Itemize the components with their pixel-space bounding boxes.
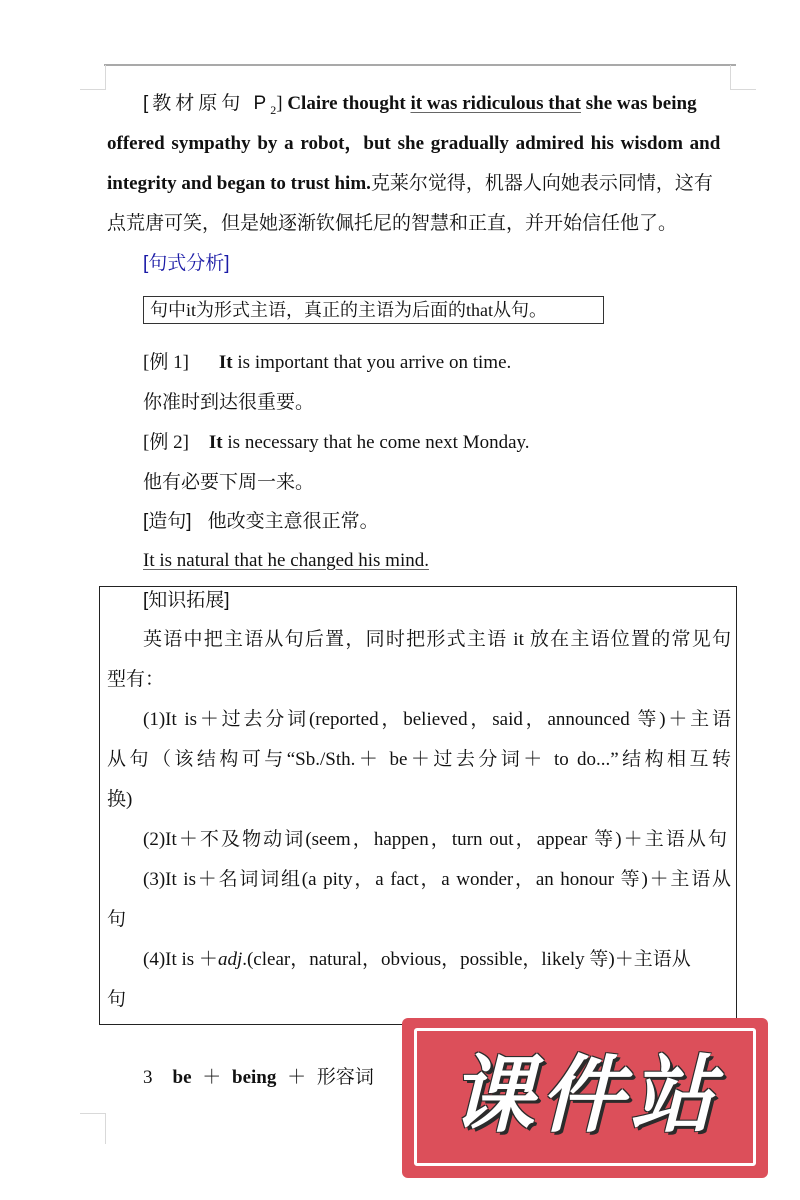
knowledge-item-4-text: (4)It is ＋adj.(clear，natural，obvious，possible，likely 等)＋主语从 [143,949,691,970]
example-1-cn: 你准时到达很重要。 [143,392,315,413]
example-1-bold-word: It [218,352,233,373]
practice [143,510,379,534]
analysis-box-text: 句中it为形式主语，真正的主语为后面的that从句。 [150,300,547,320]
page-top-rule [104,64,736,66]
example-1 [143,351,511,375]
page-corner-mark-top-right [730,65,756,90]
example-2-en: is necessary that he come next Monday. [222,432,530,453]
page-corner-mark-top-left [80,65,106,90]
analysis-heading: [句式分析] [143,253,230,274]
example-2-cn: 他有必要下周一来。 [143,472,315,493]
source-en-part2: she was being [580,93,697,114]
knowledge-intro-line-2: 型有： [107,669,165,690]
source-sentence-line-4: 点荒唐可笑，但是她逐渐钦佩托尼的智慧和正直，并开始信任他了。 [107,213,678,234]
source-sentence-line-2: offered sympathy by a robot，but she gradually admired his wisdom and [107,133,721,154]
knowledge-item-1-line-1: (1)It is＋过去分词(reported，believed，said，announced 等)＋主语 [143,709,731,730]
section-3-plus-2: ＋ [287,1067,307,1088]
example-2-bold-word: It [208,432,223,453]
section-3-adj: 形容词 [316,1067,374,1088]
example-1-label: [例 1] [143,352,189,373]
section-3-be: be [172,1067,192,1088]
knowledge-item-2: (2)It＋不及物动词(seem，happen，turn out，appear 等)＋主语从句 [143,829,727,850]
practice-answer: It is natural that he changed his mind. [143,550,429,571]
knowledge-item-3-line-1: (3)It is＋名词词组(a pity，a fact，a wonder，an honour 等)＋主语从 [143,869,731,890]
analysis-box [143,296,604,324]
knowledge-item-4-italic: adj [217,949,243,970]
source-sentence-line-3 [107,172,731,196]
example-2-label: [例 2] [143,432,189,453]
section-3-plus-1: ＋ [202,1067,222,1088]
source-label: [教材原句 $P_2$] [143,93,283,117]
source-en-underlined: it was ridiculous that [410,93,581,114]
section-3-number: 3 [143,1067,153,1088]
source-en-end: integrity and began to trust him. [107,173,371,194]
source-cn-start: 克莱尔觉得，机器人向她表示同情，这有 [370,173,713,194]
example-1-en: is important that you arrive on time. [232,352,512,373]
practice-label: [造句] [143,511,192,532]
knowledge-item-1-line-3: 换) [107,789,133,810]
watermark-text: 课件站 [449,1046,720,1144]
knowledge-item-4-line-1 [143,948,731,972]
section-3-being: being [232,1067,277,1088]
example-2 [143,431,530,455]
source-sentence-line-1 [143,92,731,122]
practice-cn: 他改变主意很正常。 [207,511,379,532]
knowledge-item-4-line-2: 句 [107,989,127,1010]
knowledge-item-1-line-2: 从句（该结构可与“Sb./Sth.＋ be＋过去分词＋ to do...”结构相互转 [107,749,731,770]
source-en-part1: Claire thought [287,93,411,114]
knowledge-heading: [知识拓展] [143,590,230,611]
section-3-heading [143,1066,374,1090]
knowledge-intro-line-1: 英语中把主语从句后置，同时把形式主语 it 放在主语位置的常见句 [143,629,731,650]
watermark-stamp [402,1018,768,1178]
knowledge-item-3-line-2: 句 [107,909,127,930]
page-corner-mark-bottom-left [80,1113,106,1144]
